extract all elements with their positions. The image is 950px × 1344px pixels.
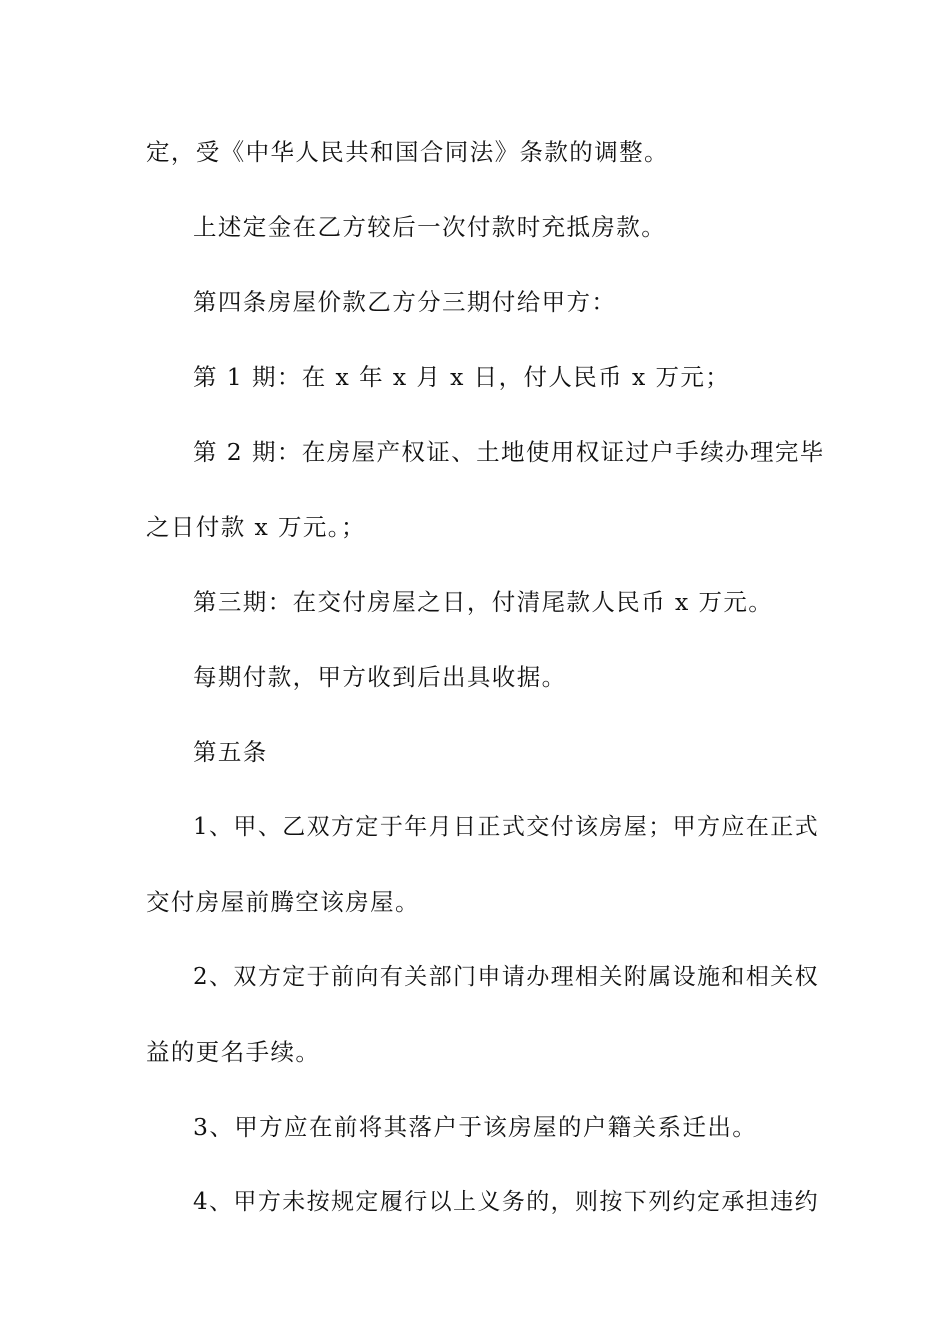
text-line-7: 第三期：在交付房屋之日，付清尾款人民币 x 万元。 (193, 588, 774, 616)
text-line-8: 每期付款，甲方收到后出具收据。 (193, 663, 567, 691)
text-line-11: 交付房屋前腾空该房屋。 (146, 888, 420, 916)
text-line-2: 上述定金在乙方较后一次付款时充抵房款。 (193, 213, 667, 241)
text-line-13: 益的更名手续。 (146, 1038, 321, 1066)
text-line-9: 第五条 (193, 738, 268, 766)
text-line-5: 第 2 期：在房屋产权证、土地使用权证过户手续办理完毕 (193, 438, 825, 466)
text-line-6: 之日付款 x 万元。； (146, 513, 366, 541)
text-line-15: 4、甲方未按规定履行以上义务的，则按下列约定承担违约 (193, 1189, 820, 1215)
text-line-14: 3、甲方应在前将其落户于该房屋的户籍关系迁出。 (193, 1113, 758, 1141)
text-line-12: 2、双方定于前向有关部门申请办理相关附属设施和相关权 (193, 964, 820, 990)
text-line-4: 第 1 期：在 x 年 x 月 x 日，付人民币 x 万元； (193, 363, 731, 391)
text-line-3: 第四条房屋价款乙方分三期付给甲方： (193, 288, 617, 316)
text-line-10: 1、甲、乙双方定于年月日正式交付该房屋；甲方应在正式 (193, 814, 820, 840)
text-line-1: 定，受《中华人民共和国合同法》条款的调整。 (146, 138, 669, 166)
